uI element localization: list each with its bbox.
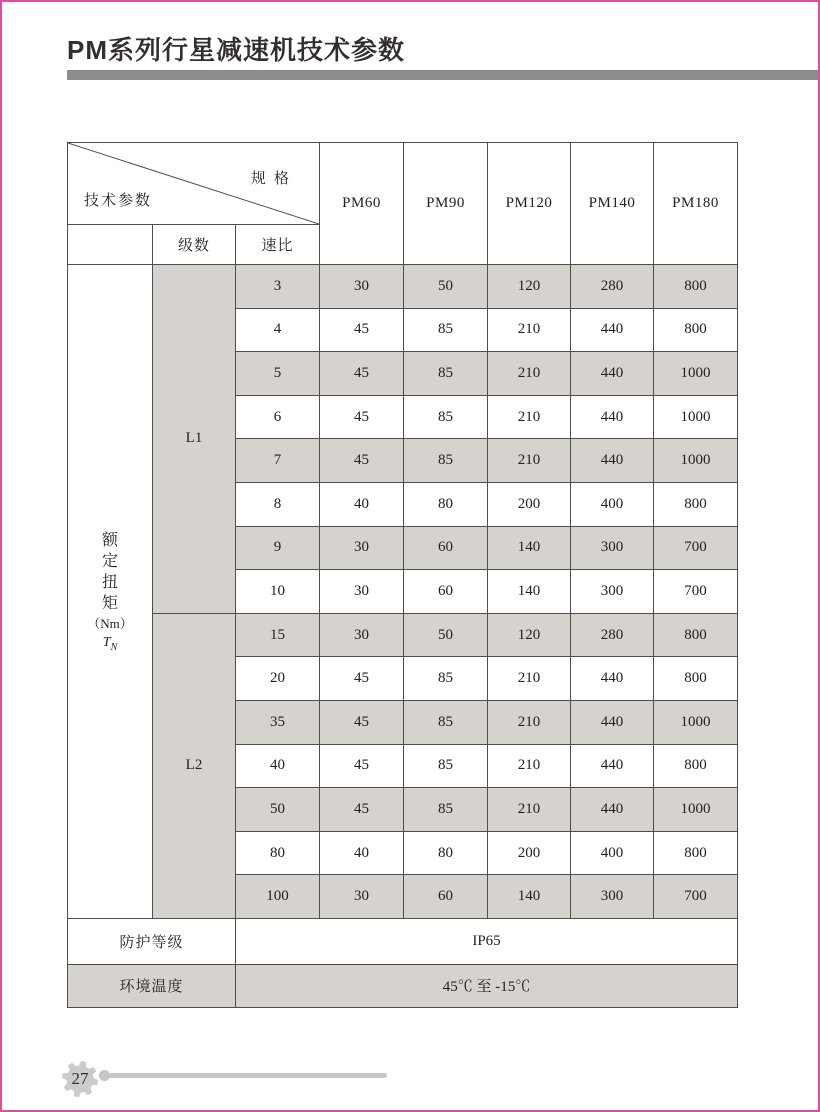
table-row <box>68 265 738 309</box>
value-cell: 210 <box>488 395 571 439</box>
ratio-cell: 80 <box>236 831 320 875</box>
empty-header-cell <box>68 225 153 265</box>
value-cell: 300 <box>571 526 654 570</box>
protection-value: IP65 <box>236 918 738 964</box>
value-cell: 50 <box>404 613 488 657</box>
value-cell: 40 <box>320 831 404 875</box>
value-cell: 400 <box>571 831 654 875</box>
ratio-cell: 20 <box>236 657 320 701</box>
value-cell: 85 <box>404 657 488 701</box>
value-cell: 800 <box>654 831 738 875</box>
ratio-cell: 7 <box>236 439 320 483</box>
page-number-badge <box>60 1059 100 1099</box>
ratio-cell: 50 <box>236 788 320 832</box>
protection-row <box>68 918 738 964</box>
ratio-cell: 4 <box>236 308 320 352</box>
value-cell: 800 <box>654 482 738 526</box>
column-header-pm120: PM120 <box>488 143 571 265</box>
value-cell: 210 <box>488 788 571 832</box>
value-cell: 50 <box>404 265 488 309</box>
value-cell: 120 <box>488 265 571 309</box>
value-cell: 210 <box>488 700 571 744</box>
value-cell: 200 <box>488 831 571 875</box>
value-cell: 85 <box>404 700 488 744</box>
value-cell: 800 <box>654 308 738 352</box>
value-cell: 140 <box>488 526 571 570</box>
ambient-temp-label: 环境温度 <box>68 964 236 1007</box>
value-cell: 30 <box>320 265 404 309</box>
value-cell: 45 <box>320 308 404 352</box>
value-cell: 60 <box>404 875 488 919</box>
corner-label-spec: 规 格 <box>250 170 292 187</box>
value-cell: 85 <box>404 788 488 832</box>
value-cell: 45 <box>320 700 404 744</box>
value-cell: 280 <box>571 613 654 657</box>
torque-label-vertical: 额定扭矩 <box>101 531 118 612</box>
ratio-cell: 10 <box>236 570 320 614</box>
page-number: 27 <box>71 1069 89 1088</box>
value-cell: 800 <box>654 744 738 788</box>
value-cell: 700 <box>654 526 738 570</box>
corner-label-params: 技术参数 <box>84 192 153 209</box>
value-cell: 800 <box>654 265 738 309</box>
value-cell: 140 <box>488 570 571 614</box>
value-cell: 440 <box>571 439 654 483</box>
table-row <box>68 613 738 657</box>
value-cell: 400 <box>571 482 654 526</box>
column-header-pm140: PM140 <box>571 143 654 265</box>
footer-rule-line <box>102 1073 387 1078</box>
value-cell: 440 <box>571 700 654 744</box>
ratio-cell: 5 <box>236 352 320 396</box>
ratio-cell: 40 <box>236 744 320 788</box>
ratio-header: 速比 <box>236 225 320 265</box>
value-cell: 60 <box>404 526 488 570</box>
value-cell: 45 <box>320 788 404 832</box>
value-cell: 30 <box>320 570 404 614</box>
value-cell: 30 <box>320 875 404 919</box>
value-cell: 85 <box>404 744 488 788</box>
value-cell: 45 <box>320 439 404 483</box>
value-cell: 120 <box>488 613 571 657</box>
value-cell: 800 <box>654 613 738 657</box>
value-cell: 140 <box>488 875 571 919</box>
value-cell: 85 <box>404 308 488 352</box>
value-cell: 30 <box>320 613 404 657</box>
ratio-cell: 8 <box>236 482 320 526</box>
ratio-cell: 15 <box>236 613 320 657</box>
value-cell: 30 <box>320 526 404 570</box>
value-cell: 85 <box>404 352 488 396</box>
value-cell: 440 <box>571 352 654 396</box>
value-cell: 1000 <box>654 439 738 483</box>
value-cell: 800 <box>654 657 738 701</box>
value-cell: 440 <box>571 788 654 832</box>
value-cell: 45 <box>320 657 404 701</box>
torque-symbol: $T_N$ <box>102 634 118 653</box>
value-cell: 700 <box>654 875 738 919</box>
value-cell: 300 <box>571 875 654 919</box>
value-cell: 440 <box>571 395 654 439</box>
value-cell: 45 <box>320 744 404 788</box>
value-cell: 440 <box>571 657 654 701</box>
value-cell: 40 <box>320 482 404 526</box>
value-cell: 1000 <box>654 788 738 832</box>
ratio-cell: 100 <box>236 875 320 919</box>
value-cell: 1000 <box>654 700 738 744</box>
value-cell: 210 <box>488 439 571 483</box>
value-cell: 280 <box>571 265 654 309</box>
value-cell: 440 <box>571 744 654 788</box>
value-cell: 1000 <box>654 395 738 439</box>
value-cell: 200 <box>488 482 571 526</box>
ambient-temp-value: 45℃ 至 -15℃ <box>236 964 738 1007</box>
stage-header: 级数 <box>153 225 236 265</box>
value-cell: 440 <box>571 308 654 352</box>
value-cell: 210 <box>488 308 571 352</box>
ratio-cell: 9 <box>236 526 320 570</box>
value-cell: 210 <box>488 744 571 788</box>
value-cell: 700 <box>654 570 738 614</box>
ratio-cell: 35 <box>236 700 320 744</box>
stage-cell-l1: L1 <box>153 265 236 614</box>
ratio-cell: 3 <box>236 265 320 309</box>
column-header-pm180: PM180 <box>654 143 738 265</box>
value-cell: 210 <box>488 657 571 701</box>
column-header-pm90: PM90 <box>404 143 488 265</box>
torque-label-cell <box>68 265 153 919</box>
page-title: PM系列行星减速机技术参数 <box>67 35 406 65</box>
column-header-pm60: PM60 <box>320 143 404 265</box>
spec-table <box>67 142 738 1008</box>
corner-cell <box>68 143 320 225</box>
value-cell: 80 <box>404 831 488 875</box>
ratio-cell: 6 <box>236 395 320 439</box>
title-underline-bar <box>67 70 818 80</box>
protection-label: 防护等级 <box>68 918 236 964</box>
value-cell: 85 <box>404 395 488 439</box>
value-cell: 210 <box>488 352 571 396</box>
stage-cell-l2: L2 <box>153 613 236 918</box>
value-cell: 1000 <box>654 352 738 396</box>
ambient-temp-row <box>68 964 738 1007</box>
value-cell: 60 <box>404 570 488 614</box>
torque-unit: （Nm） <box>87 616 133 632</box>
value-cell: 300 <box>571 570 654 614</box>
header-row-1 <box>68 143 738 225</box>
value-cell: 85 <box>404 439 488 483</box>
value-cell: 80 <box>404 482 488 526</box>
value-cell: 45 <box>320 395 404 439</box>
value-cell: 45 <box>320 352 404 396</box>
